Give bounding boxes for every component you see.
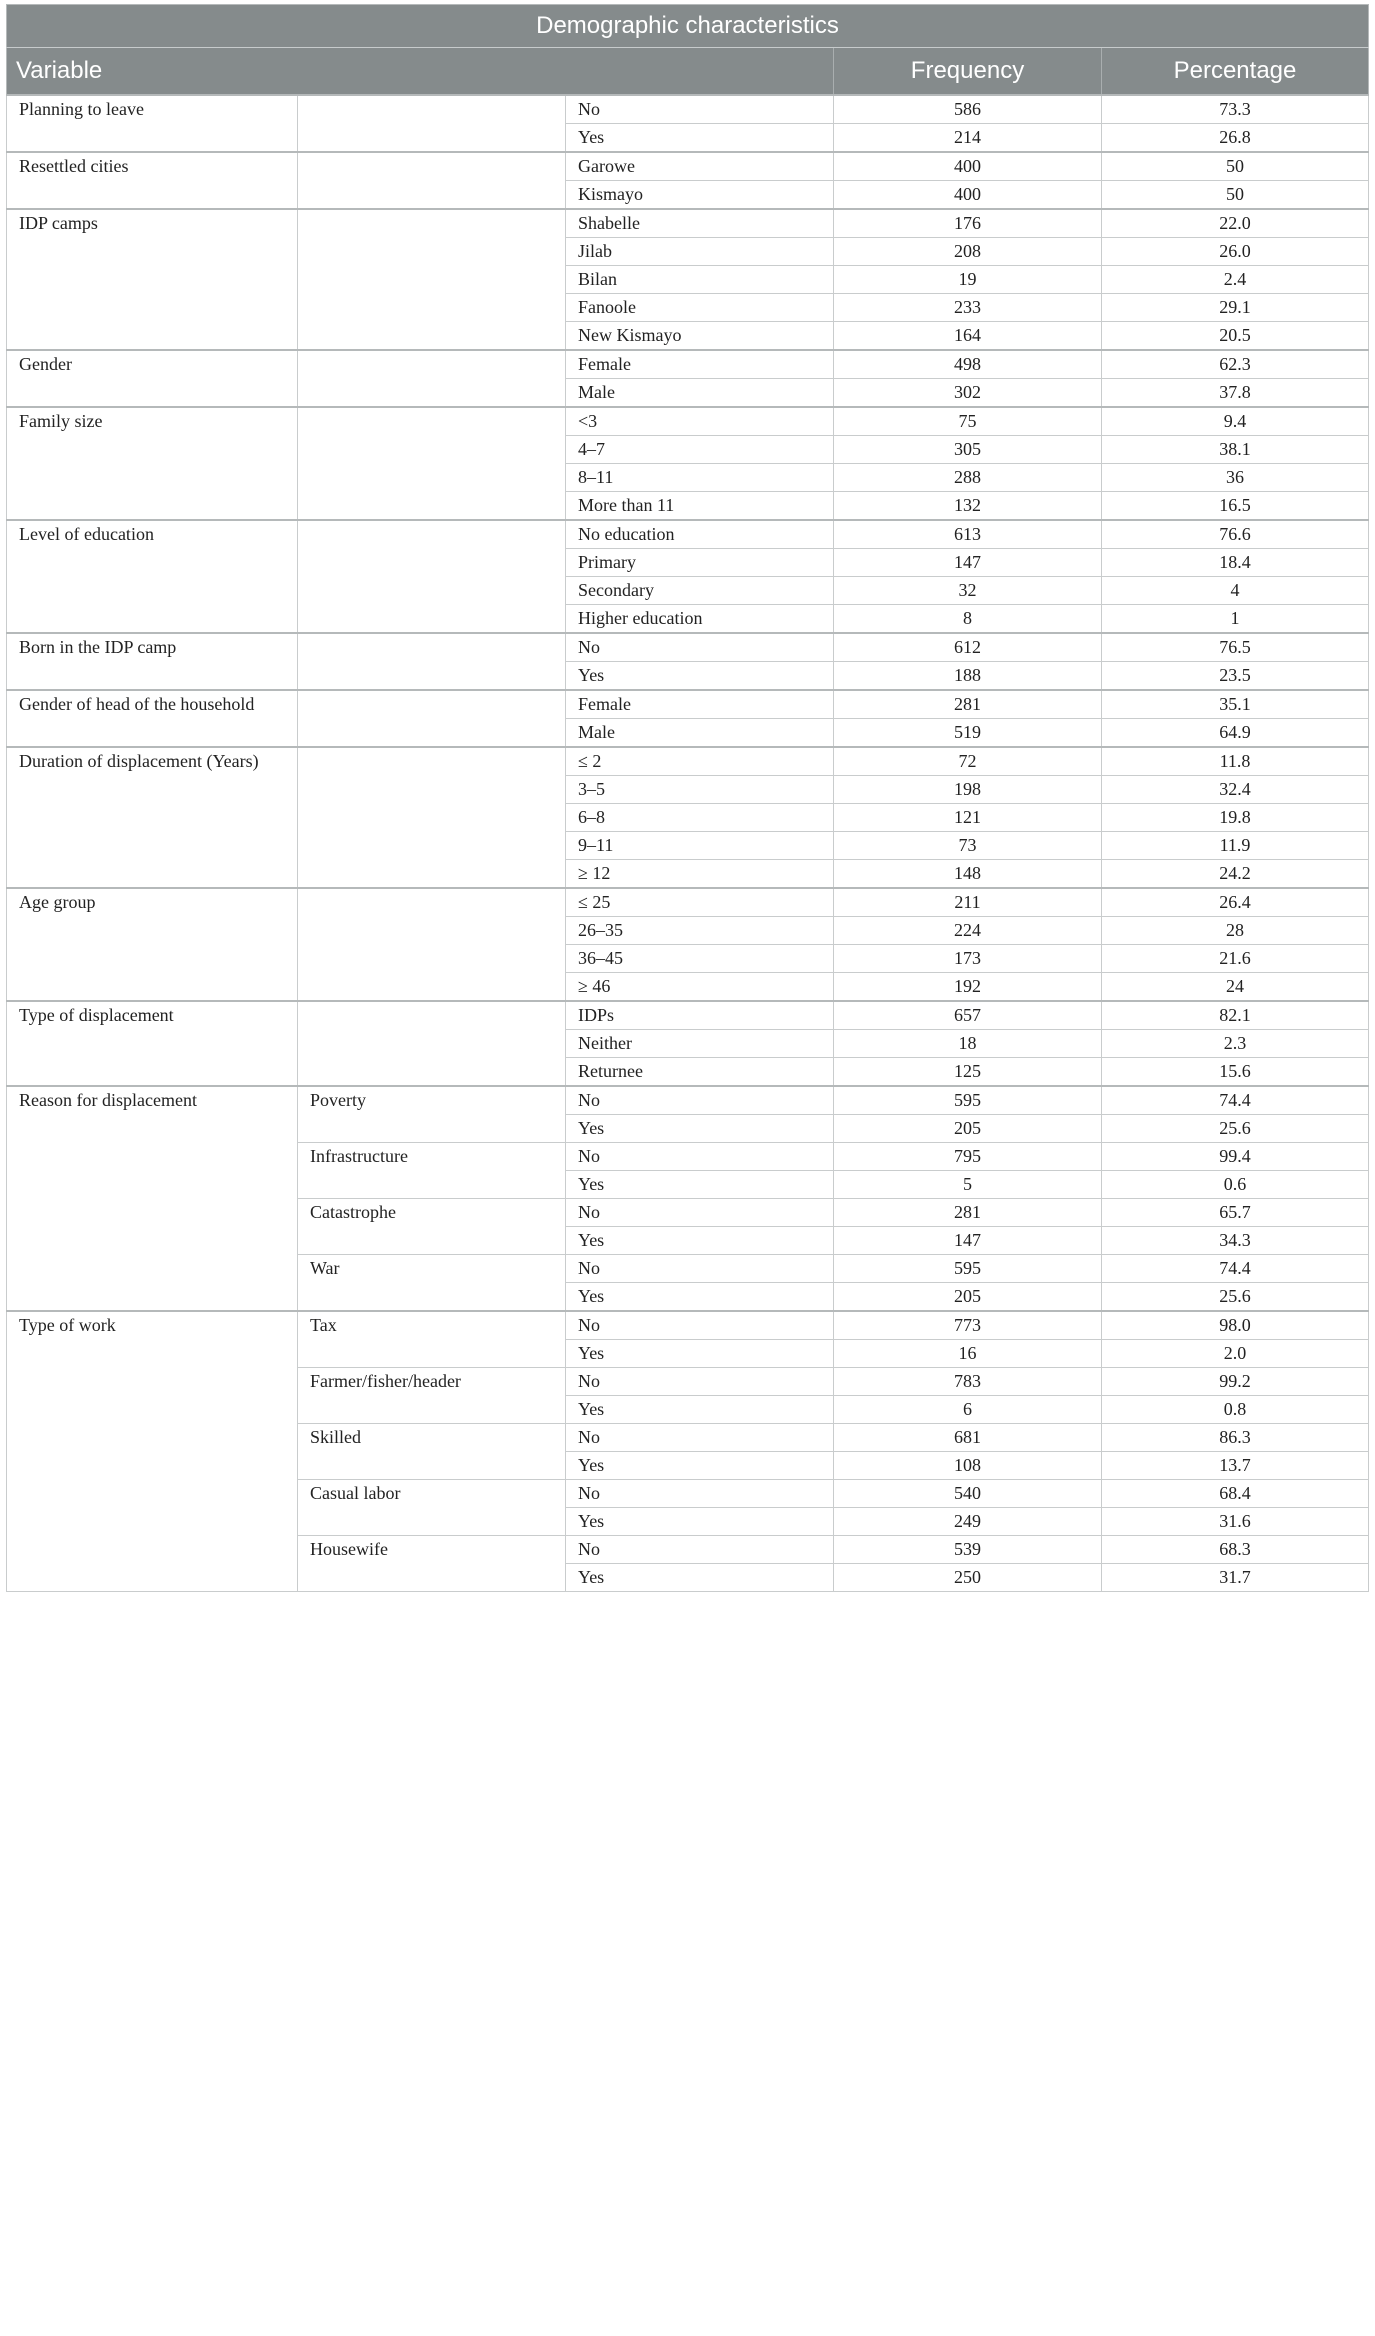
category-cell: ≤ 25 (566, 888, 834, 917)
category-cell: No (566, 95, 834, 124)
percentage-cell: 74.4 (1102, 1086, 1369, 1115)
category-cell: Yes (566, 1227, 834, 1255)
frequency-cell: 8 (834, 605, 1102, 634)
percentage-cell: 4 (1102, 577, 1369, 605)
percentage-cell: 82.1 (1102, 1001, 1369, 1030)
percentage-cell: 18.4 (1102, 549, 1369, 577)
category-cell: Yes (566, 1340, 834, 1368)
frequency-cell: 783 (834, 1368, 1102, 1396)
frequency-cell: 233 (834, 294, 1102, 322)
frequency-cell: 148 (834, 860, 1102, 889)
table-row (7, 690, 1369, 719)
category-cell: Bilan (566, 266, 834, 294)
frequency-cell: 498 (834, 350, 1102, 379)
subvariable-cell: Tax (298, 1311, 566, 1368)
percentage-cell: 64.9 (1102, 719, 1369, 748)
category-cell: Yes (566, 124, 834, 153)
category-cell: No (566, 1143, 834, 1171)
category-cell: Male (566, 379, 834, 408)
frequency-cell: 214 (834, 124, 1102, 153)
percentage-cell: 36 (1102, 464, 1369, 492)
percentage-cell: 34.3 (1102, 1227, 1369, 1255)
percentage-cell: 25.6 (1102, 1283, 1369, 1312)
percentage-cell: 26.4 (1102, 888, 1369, 917)
frequency-cell: 164 (834, 322, 1102, 351)
subvariable-cell (298, 690, 566, 747)
frequency-cell: 613 (834, 520, 1102, 549)
frequency-cell: 75 (834, 407, 1102, 436)
percentage-cell: 99.2 (1102, 1368, 1369, 1396)
percentage-cell: 2.4 (1102, 266, 1369, 294)
subvariable-cell: Catastrophe (298, 1199, 566, 1255)
percentage-cell: 65.7 (1102, 1199, 1369, 1227)
category-cell: IDPs (566, 1001, 834, 1030)
category-cell: Primary (566, 549, 834, 577)
subvariable-cell: Infrastructure (298, 1143, 566, 1199)
frequency-cell: 302 (834, 379, 1102, 408)
category-cell: ≤ 2 (566, 747, 834, 776)
subvariable-cell (298, 152, 566, 209)
percentage-cell: 86.3 (1102, 1424, 1369, 1452)
variable-cell: Duration of displacement (Years) (7, 747, 298, 888)
category-cell: New Kismayo (566, 322, 834, 351)
percentage-cell: 29.1 (1102, 294, 1369, 322)
variable-cell: Planning to leave (7, 95, 298, 152)
frequency-cell: 72 (834, 747, 1102, 776)
category-cell: 8–11 (566, 464, 834, 492)
category-cell: <3 (566, 407, 834, 436)
percentage-cell: 31.6 (1102, 1508, 1369, 1536)
percentage-cell: 98.0 (1102, 1311, 1369, 1340)
subvariable-cell: Casual labor (298, 1480, 566, 1536)
variable-cell: Reason for displacement (7, 1086, 298, 1311)
frequency-cell: 281 (834, 1199, 1102, 1227)
table-title: Demographic characteristics (7, 5, 1369, 48)
percentage-cell: 73.3 (1102, 95, 1369, 124)
category-cell: Yes (566, 1283, 834, 1312)
table-row (7, 1001, 1369, 1030)
subvariable-cell: War (298, 1255, 566, 1312)
frequency-cell: 540 (834, 1480, 1102, 1508)
frequency-cell: 19 (834, 266, 1102, 294)
subvariable-cell (298, 888, 566, 1001)
category-cell: ≥ 12 (566, 860, 834, 889)
frequency-cell: 18 (834, 1030, 1102, 1058)
category-cell: Female (566, 350, 834, 379)
percentage-cell: 13.7 (1102, 1452, 1369, 1480)
category-cell: Higher education (566, 605, 834, 634)
frequency-cell: 519 (834, 719, 1102, 748)
demographic-table (6, 4, 1369, 1592)
frequency-cell: 657 (834, 1001, 1102, 1030)
category-cell: Kismayo (566, 181, 834, 210)
frequency-cell: 250 (834, 1564, 1102, 1592)
percentage-cell: 21.6 (1102, 945, 1369, 973)
subvariable-cell (298, 350, 566, 407)
frequency-cell: 188 (834, 662, 1102, 691)
percentage-cell: 23.5 (1102, 662, 1369, 691)
category-cell: More than 11 (566, 492, 834, 521)
variable-cell: Family size (7, 407, 298, 520)
percentage-cell: 68.3 (1102, 1536, 1369, 1564)
category-cell: Yes (566, 1171, 834, 1199)
percentage-cell: 76.5 (1102, 633, 1369, 662)
frequency-cell: 176 (834, 209, 1102, 238)
percentage-cell: 22.0 (1102, 209, 1369, 238)
percentage-cell: 9.4 (1102, 407, 1369, 436)
subvariable-cell (298, 1001, 566, 1086)
percentage-cell: 16.5 (1102, 492, 1369, 521)
frequency-cell: 595 (834, 1086, 1102, 1115)
table-row (7, 152, 1369, 181)
subvariable-cell: Housewife (298, 1536, 566, 1592)
subvariable-cell (298, 633, 566, 690)
table-row (7, 95, 1369, 124)
percentage-cell: 0.6 (1102, 1171, 1369, 1199)
percentage-cell: 24 (1102, 973, 1369, 1002)
category-cell: Yes (566, 662, 834, 691)
category-cell: Jilab (566, 238, 834, 266)
category-cell: No (566, 1255, 834, 1283)
category-cell: 6–8 (566, 804, 834, 832)
frequency-cell: 198 (834, 776, 1102, 804)
frequency-cell: 205 (834, 1115, 1102, 1143)
variable-cell: Gender of head of the household (7, 690, 298, 747)
frequency-cell: 108 (834, 1452, 1102, 1480)
category-cell: No (566, 1536, 834, 1564)
percentage-cell: 26.0 (1102, 238, 1369, 266)
category-cell: 3–5 (566, 776, 834, 804)
frequency-cell: 305 (834, 436, 1102, 464)
table-row (7, 209, 1369, 238)
frequency-cell: 205 (834, 1283, 1102, 1312)
frequency-cell: 5 (834, 1171, 1102, 1199)
category-cell: Yes (566, 1508, 834, 1536)
subvariable-cell: Skilled (298, 1424, 566, 1480)
category-cell: 4–7 (566, 436, 834, 464)
percentage-cell: 99.4 (1102, 1143, 1369, 1171)
percentage-cell: 50 (1102, 181, 1369, 210)
variable-cell: Resettled cities (7, 152, 298, 209)
percentage-cell: 15.6 (1102, 1058, 1369, 1087)
frequency-cell: 539 (834, 1536, 1102, 1564)
category-cell: Female (566, 690, 834, 719)
category-cell: ≥ 46 (566, 973, 834, 1002)
percentage-cell: 38.1 (1102, 436, 1369, 464)
percentage-cell: 74.4 (1102, 1255, 1369, 1283)
percentage-cell: 76.6 (1102, 520, 1369, 549)
subvariable-cell: Poverty (298, 1086, 566, 1143)
percentage-cell: 26.8 (1102, 124, 1369, 153)
category-cell: No (566, 633, 834, 662)
category-cell: Garowe (566, 152, 834, 181)
frequency-cell: 121 (834, 804, 1102, 832)
percentage-cell: 31.7 (1102, 1564, 1369, 1592)
table-body (7, 95, 1369, 1592)
percentage-cell: 68.4 (1102, 1480, 1369, 1508)
percentage-cell: 0.8 (1102, 1396, 1369, 1424)
category-cell: Yes (566, 1452, 834, 1480)
frequency-cell: 147 (834, 549, 1102, 577)
subvariable-cell (298, 95, 566, 152)
table-row (7, 888, 1369, 917)
category-cell: No education (566, 520, 834, 549)
variable-cell: IDP camps (7, 209, 298, 350)
percentage-cell: 35.1 (1102, 690, 1369, 719)
table-row (7, 747, 1369, 776)
category-cell: No (566, 1311, 834, 1340)
table-row (7, 407, 1369, 436)
category-cell: No (566, 1086, 834, 1115)
percentage-cell: 20.5 (1102, 322, 1369, 351)
frequency-cell: 281 (834, 690, 1102, 719)
category-cell: Yes (566, 1396, 834, 1424)
percentage-cell: 24.2 (1102, 860, 1369, 889)
subvariable-cell (298, 407, 566, 520)
frequency-cell: 681 (834, 1424, 1102, 1452)
variable-cell: Type of displacement (7, 1001, 298, 1086)
category-cell: 36–45 (566, 945, 834, 973)
percentage-cell: 32.4 (1102, 776, 1369, 804)
table-row (7, 1086, 1369, 1115)
header-percentage: Percentage (1102, 48, 1369, 96)
percentage-cell: 50 (1102, 152, 1369, 181)
frequency-cell: 612 (834, 633, 1102, 662)
frequency-cell: 795 (834, 1143, 1102, 1171)
frequency-cell: 173 (834, 945, 1102, 973)
frequency-cell: 32 (834, 577, 1102, 605)
percentage-cell: 28 (1102, 917, 1369, 945)
frequency-cell: 132 (834, 492, 1102, 521)
frequency-cell: 595 (834, 1255, 1102, 1283)
percentage-cell: 37.8 (1102, 379, 1369, 408)
subvariable-cell (298, 520, 566, 633)
frequency-cell: 773 (834, 1311, 1102, 1340)
frequency-cell: 73 (834, 832, 1102, 860)
frequency-cell: 147 (834, 1227, 1102, 1255)
percentage-cell: 11.8 (1102, 747, 1369, 776)
percentage-cell: 25.6 (1102, 1115, 1369, 1143)
variable-cell: Gender (7, 350, 298, 407)
frequency-cell: 288 (834, 464, 1102, 492)
percentage-cell: 1 (1102, 605, 1369, 634)
table-header-row (7, 48, 1369, 96)
variable-cell: Type of work (7, 1311, 298, 1592)
table-row (7, 633, 1369, 662)
category-cell: Fanoole (566, 294, 834, 322)
category-cell: No (566, 1480, 834, 1508)
category-cell: No (566, 1424, 834, 1452)
frequency-cell: 224 (834, 917, 1102, 945)
header-variable: Variable (7, 48, 834, 96)
category-cell: Yes (566, 1115, 834, 1143)
frequency-cell: 125 (834, 1058, 1102, 1087)
frequency-cell: 249 (834, 1508, 1102, 1536)
table-row (7, 1311, 1369, 1340)
category-cell: Male (566, 719, 834, 748)
category-cell: Yes (566, 1564, 834, 1592)
category-cell: Returnee (566, 1058, 834, 1087)
frequency-cell: 208 (834, 238, 1102, 266)
category-cell: Shabelle (566, 209, 834, 238)
frequency-cell: 6 (834, 1396, 1102, 1424)
table-title-row (7, 5, 1369, 48)
frequency-cell: 192 (834, 973, 1102, 1002)
frequency-cell: 16 (834, 1340, 1102, 1368)
subvariable-cell (298, 747, 566, 888)
percentage-cell: 62.3 (1102, 350, 1369, 379)
frequency-cell: 586 (834, 95, 1102, 124)
percentage-cell: 11.9 (1102, 832, 1369, 860)
category-cell: No (566, 1368, 834, 1396)
frequency-cell: 400 (834, 152, 1102, 181)
percentage-cell: 19.8 (1102, 804, 1369, 832)
percentage-cell: 2.3 (1102, 1030, 1369, 1058)
category-cell: No (566, 1199, 834, 1227)
table-row (7, 350, 1369, 379)
category-cell: 26–35 (566, 917, 834, 945)
category-cell: Neither (566, 1030, 834, 1058)
percentage-cell: 2.0 (1102, 1340, 1369, 1368)
category-cell: 9–11 (566, 832, 834, 860)
variable-cell: Born in the IDP camp (7, 633, 298, 690)
table-row (7, 520, 1369, 549)
variable-cell: Level of education (7, 520, 298, 633)
frequency-cell: 211 (834, 888, 1102, 917)
frequency-cell: 400 (834, 181, 1102, 210)
category-cell: Secondary (566, 577, 834, 605)
subvariable-cell (298, 209, 566, 350)
header-frequency: Frequency (834, 48, 1102, 96)
variable-cell: Age group (7, 888, 298, 1001)
subvariable-cell: Farmer/fisher/header (298, 1368, 566, 1424)
